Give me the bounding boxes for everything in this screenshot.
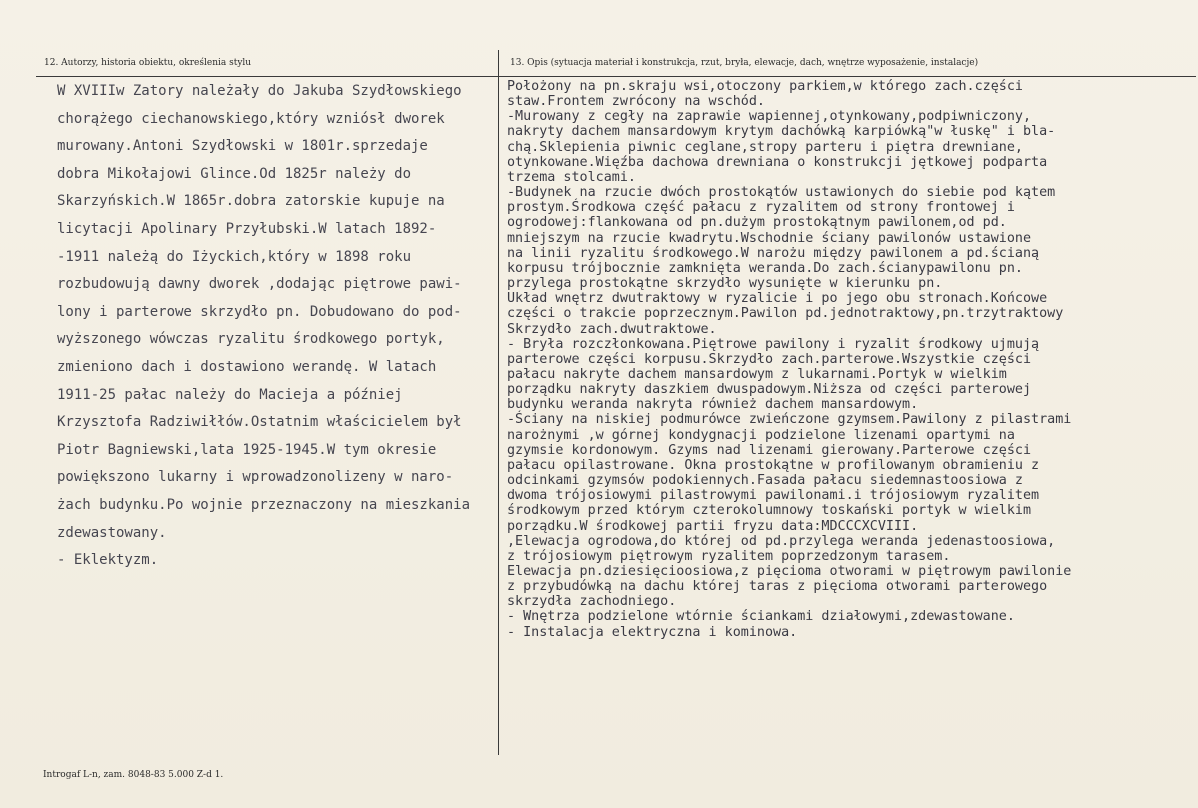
text-line: - Wnętrza podzielone wtórnie ściankami działowymi,zdewastowane. [507,609,1015,625]
text-line: korpusu trójbocznie zamknięta weranda.Do zach.ścianypawilonu pn. [507,260,1023,276]
text-line: dwoma trójosiowymi pilastrowymi pawilonami.i trójosiowym ryzalitem [507,488,1040,504]
left-section-header: 12. Autorzy, historia obiektu, określenia stylu [44,58,252,68]
text-line: Skarzyńskich.W 1865r.dobra zatorskie kupuje na [57,193,445,210]
text-line: -Budynek na rzucie dwóch prostokątów ustawionych do siebie pod kątem [507,185,1056,201]
text-line: powiększono lukarny i wprowadzonolizeny w naro- [57,469,454,486]
right-section-header: 13. Opis (sytuacja materiał i konstrukcja, rzut, bryła, elewacje, dach, wnętrze wyposażenie, instalacje) [510,58,979,68]
text-line: zmieniono dach i dostawiono werandę. W latach [57,358,437,375]
text-line: ,Elewacja ogrodowa,do której od pd.przylega weranda jedenastoosiowa, [507,533,1056,549]
text-line: z przybudówką na dachu której taras z pięcioma otworami parterowego [507,579,1048,595]
text-line: - Instalacja elektryczna i kominowa. [507,624,798,640]
description-text [507,79,1197,640]
header-divider [36,76,1196,77]
text-line: pałacu opilastrowane. Okna prostokątne w profilowanym obramieniu z [507,457,1040,473]
text-line: W XVIIIw Zatory należały do Jakuba Szydłowskiego [57,83,462,99]
text-line: - Eklektyzm. [57,552,159,569]
text-line: pałacu nakryte dachem mansardowym z lukarnami.Portyk w wielkim [507,366,1007,382]
text-line: ogrodowej:flankowana od pn.dużym prostokątnym pawilonem,od pd. [507,215,1007,231]
text-line: chą.Sklepienia piwnic ceglane,stropy parteru i piętra drewniane, [507,139,1023,155]
text-line: Piotr Bagniewski,lata 1925-1945.W tym okresie [57,441,437,458]
text-line: -Ściany na niskiej podmurówce zwieńczone gzymsem.Pawilony z pilastrami [507,412,1072,428]
text-line: nakryty dachem mansardowym krytym dachówką karpiówką"w łuskę" i bla- [507,124,1056,140]
text-line: - Bryła rozczłonkowana.Piętrowe pawilony i ryzalit środkowy ujmują [507,336,1040,352]
text-line: z trójosiowym piętrowym ryzalitem poprzedzonym tarasem. [507,548,951,564]
text-line: 1911-25 pałac należy do Macieja a później [57,386,403,403]
text-line: Krzysztofa Radziwiłłów.Ostatnim właścicielem był [57,414,462,431]
text-line: części o trakcie poprzecznym.Pawilon pd.jednotraktowy,pn.trzytraktowy [507,306,1064,322]
text-line: staw.Frontem zwrócony na wschód. [507,94,765,110]
text-line: budynku weranda nakryta również dachem mansardowym. [507,397,919,413]
text-line: odcinkami gzymsów podokiennych.Fasada pałacu siedemnastoosiowa z [507,473,1023,489]
text-line: dobra Mikołajowi Glince.Od 1825r należy do [57,165,412,182]
text-line: murowany.Antoni Szydłowski w 1801r.sprzedaje [57,138,428,155]
text-line: na linii ryzalitu środkowego.W narożu między pawilonem a pd.ścianą [507,245,1040,261]
text-line: -1911 należą do Iżyckich,który w 1898 roku [57,248,412,265]
text-line: zdewastowany. [57,524,167,541]
text-line: środkowym przed którym czterokolumnowy toskański portyk w wielkim [507,503,1032,519]
text-line: gzymsie kordonowym. Gzyms nad lizenami gierowany.Parterowe części [507,442,1032,458]
text-line: prostym.Środkowa część pałacu z ryzalitem od strony frontowej i [507,200,1015,216]
text-line: mniejszym na rzucie kwadrytu.Wschodnie ściany pawilonów ustawione [507,230,1032,246]
text-line: chorążego ciechanowskiego,który wzniósł dworek [57,110,445,127]
text-line: Położony na pn.skraju wsi,otoczony parkiem,w którego zach.części [507,79,1023,94]
text-line: Elewacja pn.dziesięcioosiowa,z pięcioma otworami w piętrowym pawilonie [507,564,1072,579]
printer-imprint: Introgaf L-n, zam. 8048-83 5.000 Z-d 1. [43,770,224,780]
text-line: narożnymi ,w górnej kondygnacji podzielone lizenami opartymi na [507,427,1015,443]
text-line: Układ wnętrz dwutraktowy w ryzalicie i po jego obu stronach.Końcowe [507,291,1048,307]
text-line: licytacji Apolinary Przyłubski.W latach 1892- [57,220,437,237]
text-line: -Murowany z cegły na zaprawie wapiennej,otynkowany,podpiwniczony, [507,109,1032,125]
text-line: porządku nakryty daszkiem dwuspadowym.Niższa od części parterowej [507,382,1032,398]
text-line: rozbudowują dawny dworek ,dodając piętrowe pawi- [57,276,462,293]
text-line: skrzydła zachodniego. [507,594,677,610]
text-line: porządku.W środkowej partii fryzu data:MDCCCXCVIII. [507,518,919,534]
text-line: lony i parterowe skrzydło pn. Dobudowano do pod- [57,303,462,320]
text-line: trzema stolcami. [507,169,636,185]
column-divider [498,50,499,755]
text-line: przylega prostokątne skrzydło wysunięte w kierunku pn. [507,276,943,292]
text-line: żach budynku.Po wojnie przeznaczony na mieszkania [57,496,471,513]
text-line: parterowe części korpusu.Skrzydło zach.parterowe.Wszystkie części [507,351,1032,367]
history-text [57,78,495,575]
text-line: wyższonego wówczas ryzalitu środkowego portyk, [57,331,445,348]
text-line: Skrzydło zach.dwutraktowe. [507,321,717,337]
text-line: otynkowane.Więźba dachowa drewniana o konstrukcji jętkowej podparta [507,154,1048,170]
